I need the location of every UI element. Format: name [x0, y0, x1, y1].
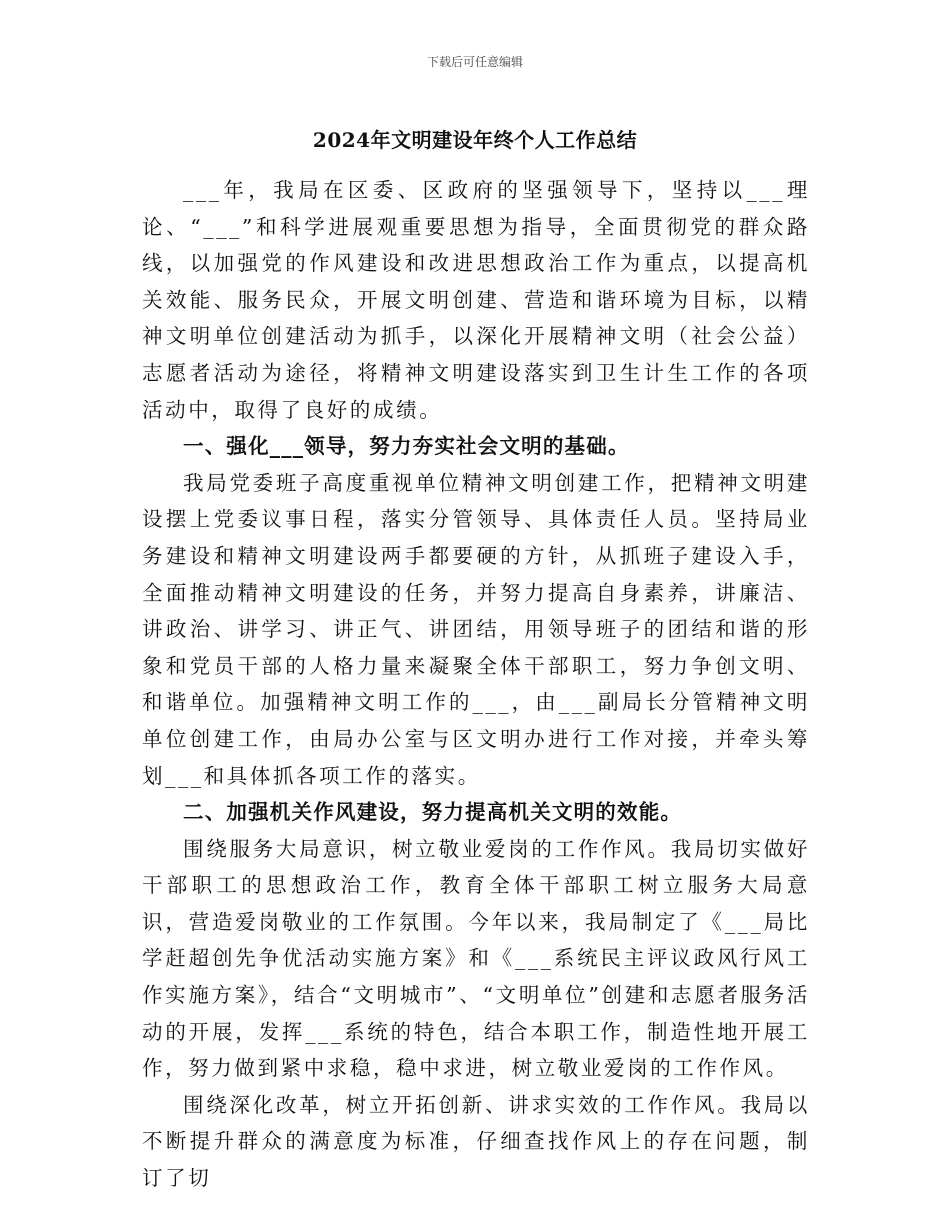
body-paragraph-section-2b: 围绕深化改革，树立开拓创新、讲求实效的工作作风。我局以不断提升群众的满意度为标准，仔细查找作风上的存在问题，制订了切 [142, 1092, 810, 1191]
body-paragraph-section-1: 我局党委班子高度重视单位精神文明创建工作，把精神文明建设摆上党委议事日程，落实分管领导、具体责任人员。坚持局业务建设和精神文明建设两手都要硬的方针，从抓班子建设入手，全面推动精神文明建设的任务，并努力提高自身素养，讲廉洁、讲政治、讲学习、讲正气、讲团结，用领导班子的团结和谐的形象和党员干部的人格力量来凝聚全体干部职工，努力争创文明、和谐单位。加强精神文明工作的___，由___副局长分管精神文明单位创建工作，由局办公室与区文明办进行工作对接，并牵头筹划___和具体抓各项工作的落实。 [142, 470, 810, 788]
section-heading-2: 二、加强机关作风建设，努力提高机关文明的效能。 [183, 800, 683, 825]
document-body [142, 172, 810, 1197]
section-heading-1: 一、强化___领导，努力夯实社会文明的基础。 [183, 434, 630, 459]
body-paragraph-intro: ___年，我局在区委、区政府的坚强领导下，坚持以___理论、“___”和科学进展观重要思想为指导，全面贯彻党的群众路线，以加强党的作风建设和改进思想政治工作为重点，以提高机关效能、服务民众，开展文明创建、营造和谐环境为目标，以精神文明单位创建活动为抓手，以深化开展精神文明（社会公益）志愿者活动为途径，将精神文明建设落实到卫生计生工作的各项活动中，取得了良好的成绩。 [142, 178, 810, 422]
page-header-note: 下载后可任意编辑 [426, 55, 523, 69]
document-title: 2024年文明建设年终个人工作总结 [312, 128, 638, 152]
body-paragraph-section-2a: 围绕服务大局意识，树立敬业爱岗的工作作风。我局切实做好干部职工的思想政治工作，教育全体干部职工树立服务大局意识，营造爱岗敬业的工作氛围。今年以来，我局制定了《___局比学赶超创先争优活动实施方案》和《___系统民主评议政风行风工作实施方案》，结合“文明城市”、“文明单位”创建和志愿者服务活动的开展，发挥___系统的特色，结合本职工作，制造性地开展工作，努力做到紧中求稳，稳中求进，树立敬业爱岗的工作作风。 [142, 836, 810, 1081]
